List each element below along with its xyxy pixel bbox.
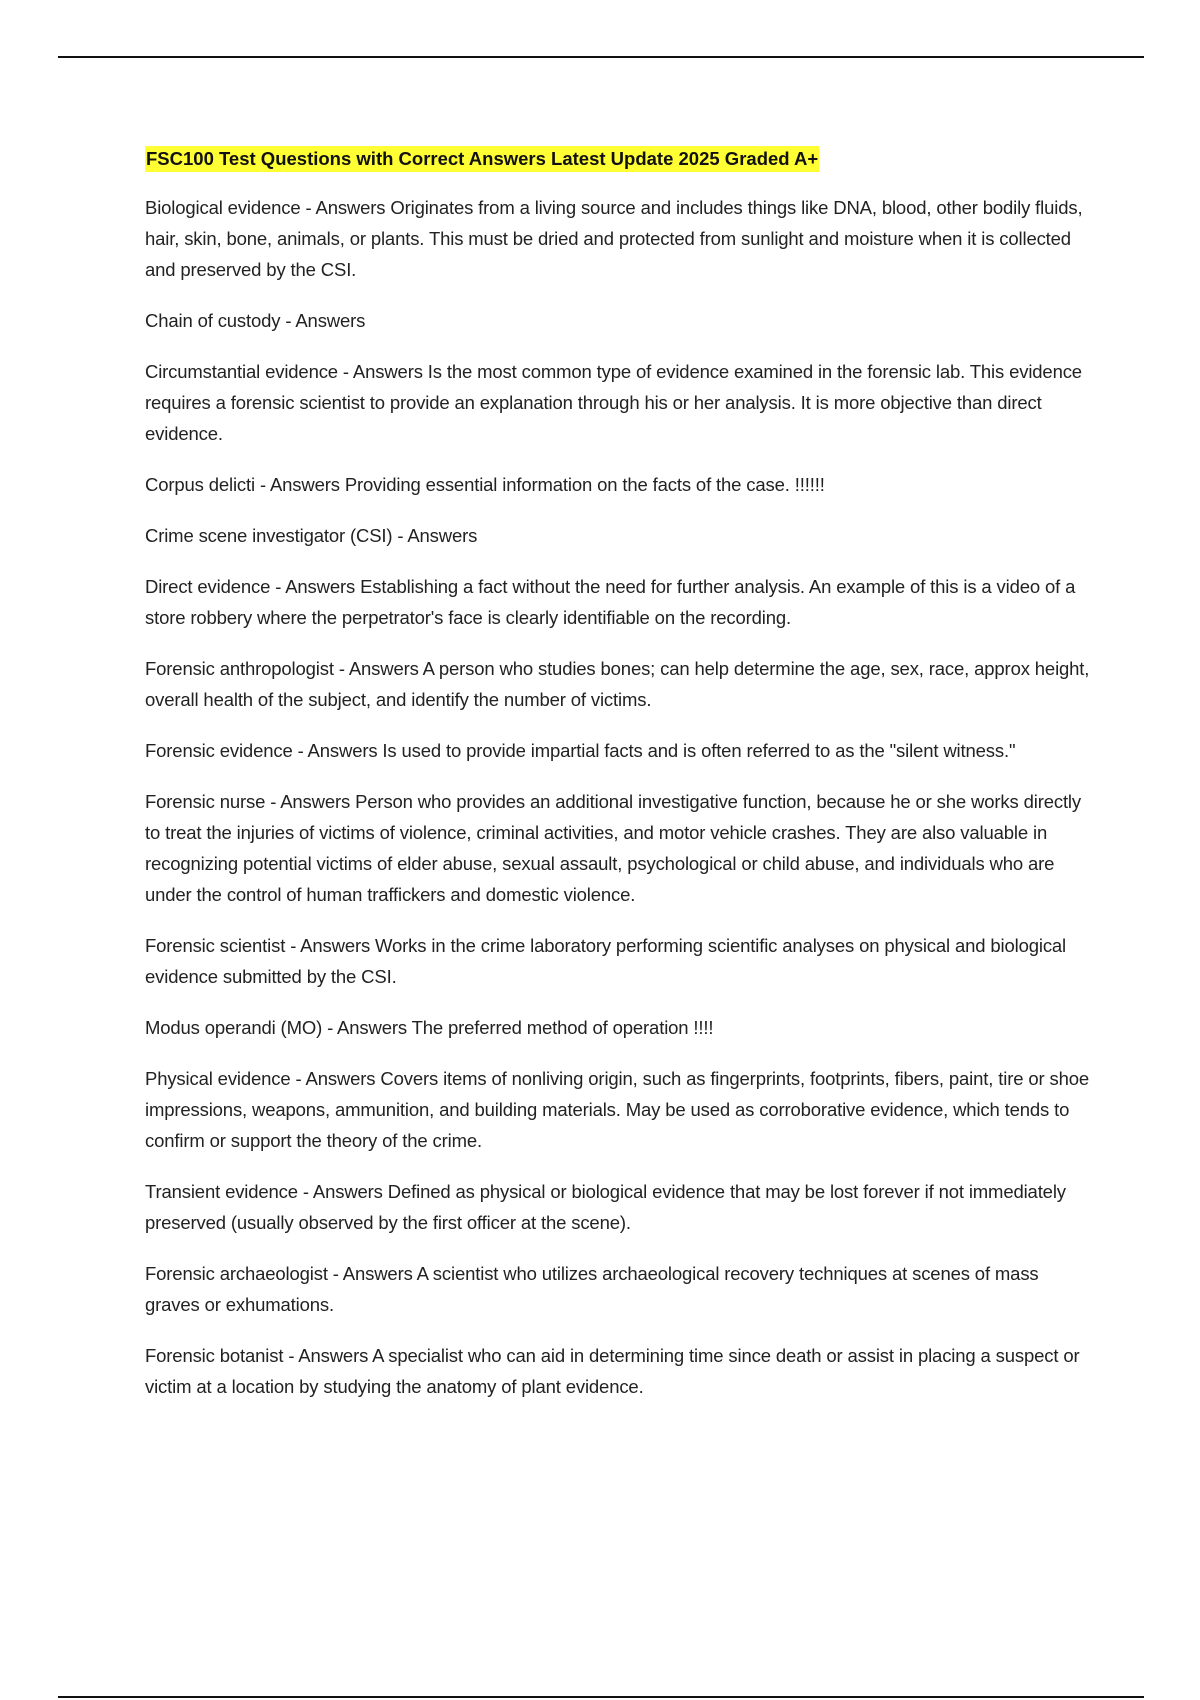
entry-forensic-nurse: Forensic nurse - Answers Person who provides an additional investigative function, because he or she works directly to treat the injuries of victims of violence, criminal activities, and motor vehicle crashes. They are also valuable in recognizing potential victims of elder abuse, sexual assault, psychological or child abuse, and individuals who are under the control of human traffickers and domestic violence. xyxy=(145,791,1081,905)
footer-rule xyxy=(58,1696,1144,1698)
entry-modus-operandi: Modus operandi (MO) - Answers The preferred method of operation !!!! xyxy=(145,1017,714,1038)
entry-forensic-archaeologist: Forensic archaeologist - Answers A scientist who utilizes archaeological recovery techniques at scenes of mass graves or exhumations. xyxy=(145,1263,1039,1315)
entry-forensic-evidence: Forensic evidence - Answers Is used to provide impartial facts and is often referred to as the "silent witness." xyxy=(145,740,1016,761)
entry-circumstantial-evidence: Circumstantial evidence - Answers Is the most common type of evidence examined in the forensic lab. This evidence requires a forensic scientist to provide an explanation through his or her analysis. It is more objective than direct evidence. xyxy=(145,361,1082,444)
entry-transient-evidence: Transient evidence - Answers Defined as physical or biological evidence that may be lost forever if not immediately preserved (usually observed by the first officer at the scene). xyxy=(145,1181,1066,1233)
entry-biological-evidence: Biological evidence - Answers Originates from a living source and includes things like DNA, blood, other bodily fluids, hair, skin, bone, animals, or plants. This must be dried and protected from sunlight and moisture when it is collected and preserved by the CSI. xyxy=(145,197,1083,280)
entry-physical-evidence: Physical evidence - Answers Covers items of nonliving origin, such as fingerprints, footprints, fibers, paint, tire or shoe impressions, weapons, ammunition, and building materials. May be used as corroborative evidence, which tends to confirm or support the theory of the crime. xyxy=(145,1068,1089,1151)
entry-forensic-anthropologist: Forensic anthropologist - Answers A person who studies bones; can help determine the age, sex, race, approx height, overall health of the subject, and identify the number of victims. xyxy=(145,658,1090,710)
document-body xyxy=(145,146,1091,1422)
entry-forensic-botanist: Forensic botanist - Answers A specialist who can aid in determining time since death or assist in placing a suspect or victim at a location by studying the anatomy of plant evidence. xyxy=(145,1345,1080,1397)
entry-crime-scene-investigator: Crime scene investigator (CSI) - Answers xyxy=(145,525,478,546)
header-rule xyxy=(58,56,1144,58)
document-title: FSC100 Test Questions with Correct Answers Latest Update 2025 Graded A+ xyxy=(145,146,819,172)
entry-corpus-delicti: Corpus delicti - Answers Providing essential information on the facts of the case. !!!!!! xyxy=(145,474,825,495)
entry-chain-of-custody: Chain of custody - Answers xyxy=(145,310,366,331)
entry-direct-evidence: Direct evidence - Answers Establishing a fact without the need for further analysis. An example of this is a video of a store robbery where the perpetrator's face is clearly identifiable on the recording. xyxy=(145,576,1076,628)
entry-forensic-scientist: Forensic scientist - Answers Works in the crime laboratory performing scientific analyses on physical and biological evidence submitted by the CSI. xyxy=(145,935,1067,987)
entries-list xyxy=(145,192,1091,1402)
